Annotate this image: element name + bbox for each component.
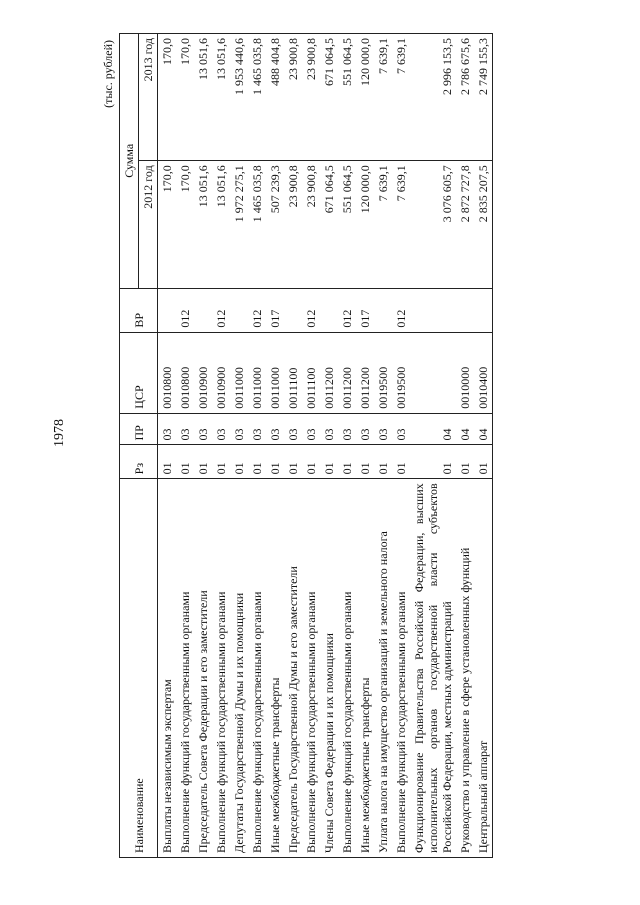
row-rz: 01: [410, 445, 456, 479]
row-csr: 0010800: [176, 332, 194, 413]
row-vr: [284, 288, 302, 332]
row-name: Выплаты независимым экспертам: [158, 479, 177, 858]
row-pr: 04: [456, 413, 474, 445]
header-rz: Рз: [120, 445, 158, 479]
row-rz: 01: [302, 445, 320, 479]
row-2013: 2 749 155,3: [474, 34, 493, 161]
row-vr: [194, 288, 212, 332]
header-csr: ЦСР: [120, 332, 158, 413]
row-pr: 03: [356, 413, 374, 445]
row-name: Выполнение функций государственными органами: [302, 479, 320, 858]
row-2013: 488 404,8: [266, 34, 284, 161]
row-2013: 13 051,6: [194, 34, 212, 161]
row-2012: 507 239,3: [266, 161, 284, 288]
row-vr: 012: [176, 288, 194, 332]
header-sum: Сумма: [120, 34, 139, 289]
table-row: [284, 34, 302, 858]
table-row: [158, 34, 177, 858]
table-row: [456, 34, 474, 858]
row-name: Центральный аппарат: [474, 479, 493, 858]
row-name: Руководство и управление в сфере установленных функций: [456, 479, 474, 858]
row-name: Иные межбюджетные трансферты: [266, 479, 284, 858]
row-2012: 2 872 727,8: [456, 161, 474, 288]
row-vr: 012: [212, 288, 230, 332]
table-row: [302, 34, 320, 858]
row-vr: 017: [356, 288, 374, 332]
row-csr: 0011000: [248, 332, 266, 413]
header-name: Наименование: [120, 479, 158, 858]
row-2013: 23 900,8: [284, 34, 302, 161]
header-2013: 2013 год: [139, 34, 158, 161]
row-2013: 170,0: [176, 34, 194, 161]
row-rz: 01: [320, 445, 338, 479]
header-vr: ВР: [120, 288, 158, 332]
row-name: Председатель Государственной Думы и его заместители: [284, 479, 302, 858]
row-csr: 0019500: [392, 332, 410, 413]
row-csr: 0011000: [266, 332, 284, 413]
row-vr: 012: [248, 288, 266, 332]
row-pr: 03: [302, 413, 320, 445]
row-name: Функционирование Правительства Российской Федерации, высших исполнительных органов государственной власти субъектов Российской Федерации, местных администраций: [410, 479, 456, 858]
row-pr: 03: [194, 413, 212, 445]
table-row: [410, 34, 456, 858]
row-2012: 13 051,6: [212, 161, 230, 288]
row-vr: [374, 288, 392, 332]
header-2012: 2012 год: [139, 161, 158, 288]
budget-table: [119, 33, 493, 858]
table-row: [194, 34, 212, 858]
row-rz: 01: [176, 445, 194, 479]
row-csr: 0010800: [158, 332, 177, 413]
row-csr: 0019500: [374, 332, 392, 413]
table-row: [176, 34, 194, 858]
row-pr: 03: [284, 413, 302, 445]
row-vr: 012: [338, 288, 356, 332]
row-name: Иные межбюджетные трансферты: [356, 479, 374, 858]
row-pr: 04: [410, 413, 456, 445]
table-row: [320, 34, 338, 858]
row-name: Выполнение функций государственными органами: [338, 479, 356, 858]
row-2012: 23 900,8: [302, 161, 320, 288]
row-rz: 01: [474, 445, 493, 479]
row-vr: [456, 288, 474, 332]
row-rz: 01: [284, 445, 302, 479]
row-vr: [410, 288, 456, 332]
row-2012: 551 064,5: [338, 161, 356, 288]
row-2013: 2 786 675,6: [456, 34, 474, 161]
row-2013: 1 465 035,8: [248, 34, 266, 161]
row-name: Депутаты Государственной Думы и их помощники: [230, 479, 248, 858]
row-name: Выполнение функций государственными органами: [212, 479, 230, 858]
rotated-page: [95, 30, 555, 860]
row-2013: 120 000,0: [356, 34, 374, 161]
row-name: Выполнение функций государственными органами: [248, 479, 266, 858]
row-2013: 23 900,8: [302, 34, 320, 161]
row-pr: 03: [338, 413, 356, 445]
row-2012: 13 051,6: [194, 161, 212, 288]
row-name: Выполнение функций государственными органами: [392, 479, 410, 858]
row-2012: 671 064,5: [320, 161, 338, 288]
table-row: [356, 34, 374, 858]
row-2012: 23 900,8: [284, 161, 302, 288]
row-csr: 0011200: [356, 332, 374, 413]
row-2012: 1 972 275,1: [230, 161, 248, 288]
row-pr: 03: [176, 413, 194, 445]
row-rz: 01: [212, 445, 230, 479]
row-pr: 03: [158, 413, 177, 445]
row-csr: 0011200: [338, 332, 356, 413]
row-rz: 01: [266, 445, 284, 479]
table-row: [266, 34, 284, 858]
row-csr: 0010000: [456, 332, 474, 413]
row-2012: 170,0: [158, 161, 177, 288]
row-rz: 01: [338, 445, 356, 479]
row-2012: 3 076 605,7: [410, 161, 456, 288]
table-row: [248, 34, 266, 858]
row-2013: 7 639,1: [374, 34, 392, 161]
row-vr: 012: [392, 288, 410, 332]
unit-note: (тыс. рублей): [101, 40, 115, 108]
row-rz: 01: [248, 445, 266, 479]
row-pr: 03: [320, 413, 338, 445]
row-csr: 0011100: [284, 332, 302, 413]
row-vr: 017: [266, 288, 284, 332]
row-2012: 7 639,1: [374, 161, 392, 288]
row-pr: 03: [392, 413, 410, 445]
row-rz: 01: [194, 445, 212, 479]
row-pr: 03: [266, 413, 284, 445]
row-2013: 671 064,5: [320, 34, 338, 161]
row-vr: [320, 288, 338, 332]
row-2012: 1 465 035,8: [248, 161, 266, 288]
row-vr: [474, 288, 493, 332]
page-number: 1978: [52, 419, 67, 447]
row-2012: 120 000,0: [356, 161, 374, 288]
row-2012: 7 639,1: [392, 161, 410, 288]
row-name: Члены Совета Федерации и их помощники: [320, 479, 338, 858]
table-row: [230, 34, 248, 858]
row-vr: [230, 288, 248, 332]
row-csr: [410, 332, 456, 413]
row-csr: 0011200: [320, 332, 338, 413]
row-pr: 03: [374, 413, 392, 445]
row-2012: 170,0: [176, 161, 194, 288]
row-rz: 01: [230, 445, 248, 479]
row-pr: 04: [474, 413, 493, 445]
row-pr: 03: [212, 413, 230, 445]
table-row: [374, 34, 392, 858]
row-csr: 0010400: [474, 332, 493, 413]
row-rz: 01: [456, 445, 474, 479]
row-2013: 13 051,6: [212, 34, 230, 161]
row-name: Выполнение функций государственными органами: [176, 479, 194, 858]
row-csr: 0010900: [212, 332, 230, 413]
row-rz: 01: [158, 445, 177, 479]
row-2013: 1 953 440,6: [230, 34, 248, 161]
row-vr: [158, 288, 177, 332]
row-csr: 0011000: [230, 332, 248, 413]
row-csr: 0010900: [194, 332, 212, 413]
row-2013: 170,0: [158, 34, 177, 161]
row-rz: 01: [374, 445, 392, 479]
row-csr: 0011100: [302, 332, 320, 413]
row-pr: 03: [230, 413, 248, 445]
row-rz: 01: [356, 445, 374, 479]
row-2012: 2 835 207,5: [474, 161, 493, 288]
row-2013: 2 996 153,5: [410, 34, 456, 161]
row-pr: 03: [248, 413, 266, 445]
row-rz: 01: [392, 445, 410, 479]
table-row: [212, 34, 230, 858]
row-vr: 012: [302, 288, 320, 332]
row-2013: 7 639,1: [392, 34, 410, 161]
table-row: [338, 34, 356, 858]
row-name: Уплата налога на имущество организаций и земельного налога: [374, 479, 392, 858]
header-pr: ПР: [120, 413, 158, 445]
table-row: [392, 34, 410, 858]
row-name: Председатель Совета Федерации и его заместители: [194, 479, 212, 858]
table-row: [474, 34, 493, 858]
row-2013: 551 064,5: [338, 34, 356, 161]
